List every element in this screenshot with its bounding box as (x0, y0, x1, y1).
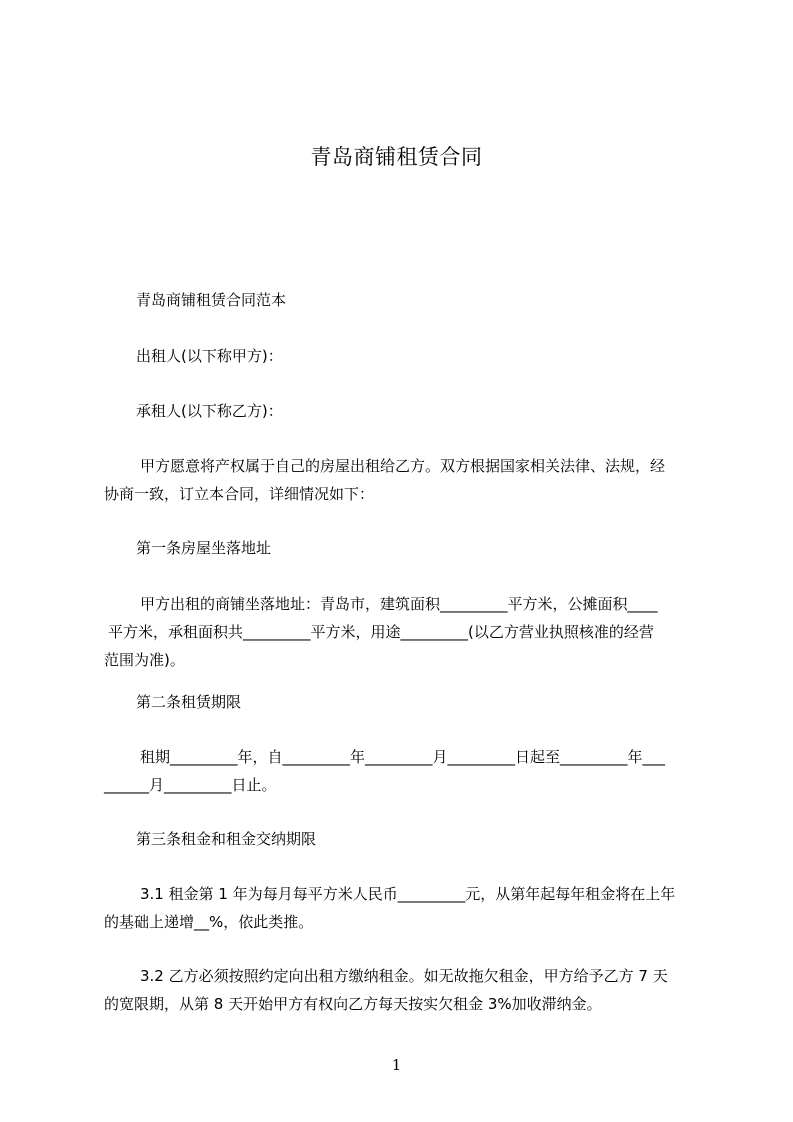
intro-line-2: 协商一致，订立本合同，详细情况如下： (104, 485, 375, 503)
article-2-line-2: ______月_________日止。 (104, 776, 277, 794)
clause-3-1-line-2: 的基础上递增__%，依此类推。 (104, 913, 314, 931)
intro-paragraph (104, 452, 704, 508)
document-title: 青岛商铺租赁合同 (310, 145, 483, 169)
lessor-line: 出租人(以下称甲方)： (136, 347, 283, 365)
contract-subtitle: 青岛商铺租赁合同范本 (136, 291, 287, 309)
article-1-line-3: 范围为准)。 (104, 651, 185, 669)
article-1-line-2: 平方米，承租面积共_________平方米，用途_________(以乙方营业执照核准的经营 (108, 623, 654, 641)
article-2-paragraph (104, 743, 704, 799)
intro-line-1: 甲方愿意将产权属于自己的房屋出租给乙方。双方根据国家相关法律、法规，经 (140, 457, 666, 475)
article-1-line-1: 甲方出租的商铺坐落地址：青岛市，建筑面积_________平方米，公摊面积____ (140, 595, 658, 613)
clause-3-1-paragraph (104, 880, 704, 936)
clause-3-2-paragraph (104, 962, 704, 1018)
article-2-line-1: 租期_________年，自_________年_________月_________日起至_________年___ (140, 748, 666, 766)
article-1-paragraph (104, 590, 704, 674)
clause-3-2-line-1: 3.2 乙方必须按照约定向出租方缴纳租金。如无故拖欠租金，甲方给予乙方 7 天 (140, 967, 668, 985)
article-2-heading: 第二条租赁期限 (136, 693, 242, 711)
article-3-heading: 第三条租金和租金交纳期限 (136, 830, 317, 848)
clause-3-1-line-1: 3.1 租金第 1 年为每月每平方米人民币_________元，从第年起每年租金将在上年 (140, 885, 676, 903)
article-1-heading: 第一条房屋坐落地址 (136, 539, 272, 557)
clause-3-2-line-2: 的宽限期，从第 8 天开始甲方有权向乙方每天按实欠租金 3%加收滞纳金。 (104, 995, 602, 1013)
lessee-line: 承租人(以下称乙方)： (136, 402, 283, 420)
page-number: 1 (391, 1056, 402, 1074)
